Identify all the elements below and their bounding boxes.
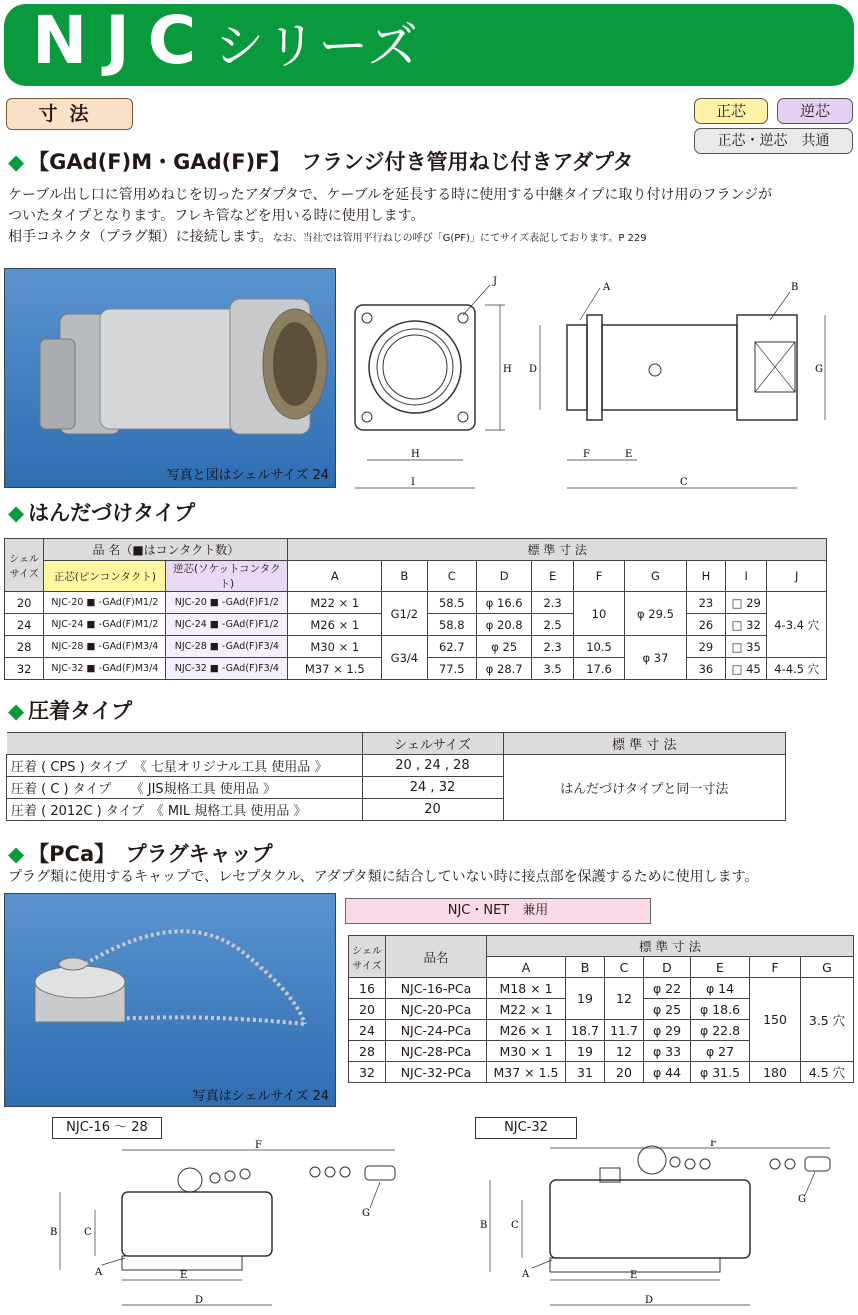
cell: 16 [349, 978, 386, 999]
dim-label-B: B [791, 282, 799, 293]
cell: φ 44 [644, 1062, 691, 1083]
cell: 29 [686, 636, 725, 658]
cell: 19 [566, 1041, 605, 1062]
th-col-E: E [532, 561, 573, 592]
dim-label-J: J [493, 276, 498, 287]
th-crimp-std: 標 準 寸 法 [503, 733, 786, 755]
cell: φ 29 [644, 1020, 691, 1041]
cell: 31 [566, 1062, 605, 1083]
cap-drawing-large [470, 1140, 855, 1312]
cell: φ 33 [644, 1041, 691, 1062]
cell: 20 [605, 1062, 644, 1083]
cell: 58.8 [427, 614, 476, 636]
cell: 3.5 穴 [801, 978, 854, 1062]
cell: 150 [750, 978, 801, 1062]
section1-text: ケーブル出し口に管用めねじを切ったアダプタで、ケーブルを延長する時に使用する中継タイプに取り付け用のフランジが ついたタイプとなります。フレキ管などを用いる時に使用します。 相手コネクタ（プラグ類）に接続します。なお、当社では管用平行ねじの呼び「G(PF)」にてサイズ表記しております。P 229 [8, 187, 773, 245]
cell: NJC-24-PCa [386, 1020, 487, 1041]
cell: □ 29 [726, 592, 767, 614]
cell: φ 27 [691, 1041, 750, 1062]
th-crimp-shell: シェルサイズ [362, 733, 503, 755]
drawing-label-right: NJC-32 [475, 1117, 577, 1139]
th-col-G: G [625, 561, 687, 592]
cap2-dim-E: E [630, 1270, 638, 1281]
cell: φ 14 [691, 978, 750, 999]
th-col-G: G [801, 957, 854, 978]
cell: φ 18.6 [691, 999, 750, 1020]
cell: NJC-24 ■ -GAd(F)M1/2 [44, 614, 166, 636]
th-col-E: E [691, 957, 750, 978]
cell: 4-4.5 穴 [767, 658, 827, 680]
cap-photo [4, 893, 336, 1107]
cap2-dim-F: F [710, 1140, 717, 1149]
adapter-illustration [5, 269, 335, 487]
cap-dim-D: D [195, 1295, 204, 1306]
cell: φ 37 [625, 636, 687, 680]
photo1-caption: 写真と図はシェルサイズ 24 [166, 468, 329, 483]
crimp-table [6, 732, 786, 821]
cell: □ 45 [726, 658, 767, 680]
cell: 2.5 [532, 614, 573, 636]
cell: NJC-20 ■ -GAd(F)M1/2 [44, 592, 166, 614]
table-row [5, 636, 827, 658]
cell: NJC-16-PCa [386, 978, 487, 999]
pca-desc: プラグ類に使用するキャップで、レセプタクル、アダプタ類に結合していない時に接点部を保護するために使用します。 [8, 869, 759, 885]
cell: 圧着 ( 2012C ) タイプ 《 MIL 規格工具 使用品 》 [7, 799, 363, 821]
dim-label-D: D [529, 364, 538, 375]
th-col-D: D [644, 957, 691, 978]
solder-table [4, 538, 827, 680]
cell: 36 [686, 658, 725, 680]
adapter-photo [4, 268, 336, 488]
th-gyaku: 逆芯(ソケットコンタクト) [166, 561, 288, 592]
th-col-F: F [573, 561, 624, 592]
cell: NJC-20 ■ -GAd(F)F1/2 [166, 592, 288, 614]
cell: NJC-28 ■ -GAd(F)M3/4 [44, 636, 166, 658]
cell: 12 [605, 978, 644, 1020]
th-name: 品 名（■はコンタクト数） [44, 539, 288, 561]
front-view-drawing [345, 270, 525, 495]
cell: φ 22.8 [691, 1020, 750, 1041]
cell: φ 28.7 [476, 658, 531, 680]
cell: 4-3.4 穴 [767, 592, 827, 658]
cap-illustration [5, 894, 335, 1106]
th-col-A: A [487, 957, 566, 978]
page-title: NJCシリーズ [32, 2, 420, 79]
cell: NJC-32-PCa [386, 1062, 487, 1083]
th-col-C: C [605, 957, 644, 978]
cap-drawing-small [40, 1140, 430, 1312]
th-pca-std: 標 準 寸 法 [487, 936, 854, 957]
cap-dim-A: A [95, 1267, 103, 1278]
cell: NJC-28-PCa [386, 1041, 487, 1062]
dim-label-E: E [625, 449, 633, 460]
cell: 28 [5, 636, 44, 658]
cell: M26 × 1 [487, 1020, 566, 1041]
cell: 11.7 [605, 1020, 644, 1041]
dim-label-H: H [411, 449, 420, 460]
cell: NJC-28 ■ -GAd(F)F3/4 [166, 636, 288, 658]
cell: G3/4 [382, 636, 427, 680]
cap2-dim-A: A [522, 1269, 530, 1280]
cell: 圧着 ( C ) タイプ 《 JIS規格工具 使用品 》 [7, 777, 363, 799]
cell: 24 [349, 1020, 386, 1041]
th-std: 標 準 寸 法 [288, 539, 827, 561]
cell: 180 [750, 1062, 801, 1083]
cell: NJC-20-PCa [386, 999, 487, 1020]
cell: 18.7 [566, 1020, 605, 1041]
dim-label-I: I [411, 477, 415, 488]
cell: 10.5 [573, 636, 624, 658]
cell: 24 [5, 614, 44, 636]
cell: 12 [605, 1041, 644, 1062]
th-pca-shell: シェルサイズ [349, 936, 386, 978]
cell: 62.7 [427, 636, 476, 658]
pca-table [348, 935, 854, 1083]
th-shell: シェルサイズ [5, 539, 44, 592]
th-col-F: F [750, 957, 801, 978]
cell: 4.5 穴 [801, 1062, 854, 1083]
cell: 26 [686, 614, 725, 636]
cell: NJC-32 ■ -GAd(F)F3/4 [166, 658, 288, 680]
cap-dim-G: G [362, 1208, 370, 1219]
cell: φ 25 [476, 636, 531, 658]
th-col-D: D [476, 561, 531, 592]
cell: M30 × 1 [288, 636, 382, 658]
dimensions-tag: 寸法 [6, 98, 133, 130]
cell: 20 [362, 799, 503, 821]
drawing-label-left: NJC-16 ～ 28 [52, 1117, 162, 1139]
th-col-I: I [726, 561, 767, 592]
dim-label-C: C [680, 477, 688, 488]
cell: φ 20.8 [476, 614, 531, 636]
crimp-heading: ◆ 圧着タイプ [8, 699, 133, 723]
cell: M30 × 1 [487, 1041, 566, 1062]
cap-dim-E: E [180, 1270, 188, 1281]
cap2-dim-D: D [645, 1295, 654, 1306]
dim-label-G: G [815, 364, 823, 375]
th-crimp-blank [7, 733, 363, 755]
cell: 23 [686, 592, 725, 614]
badge-common: 正芯・逆芯 共通 [694, 128, 853, 154]
cell: 20 , 24 , 28 [362, 755, 503, 777]
cell: 19 [566, 978, 605, 1020]
cap2-dim-G: G [798, 1194, 806, 1205]
badge-gyaku: 逆芯 [777, 98, 853, 124]
table-row [7, 755, 786, 777]
cell: 32 [5, 658, 44, 680]
cell: □ 35 [726, 636, 767, 658]
th-col-H: H [686, 561, 725, 592]
dim-label-H-vert: H [503, 364, 512, 375]
cap-dim-C: C [84, 1227, 92, 1238]
cell: φ 29.5 [625, 592, 687, 636]
compat-label: NJC・NET 兼用 [345, 898, 651, 924]
cell: M22 × 1 [487, 999, 566, 1020]
cap2-dim-B: B [480, 1220, 488, 1231]
cell: G1/2 [382, 592, 427, 636]
cell: M26 × 1 [288, 614, 382, 636]
cell: φ 31.5 [691, 1062, 750, 1083]
cell: 10 [573, 592, 624, 636]
solder-heading: ◆ はんだづけタイプ [8, 501, 196, 525]
cell: M22 × 1 [288, 592, 382, 614]
th-col-J: J [767, 561, 827, 592]
side-view-drawing [525, 270, 835, 495]
pca-heading: ◆ 【PCa】 プラグキャップ [8, 842, 273, 866]
cell: φ 16.6 [476, 592, 531, 614]
cell: 20 [5, 592, 44, 614]
section1-heading: ◆ 【GAd(F)M・GAd(F)F】 フランジ付き管用ねじ付きアダプタ [8, 150, 634, 174]
cell: NJC-32 ■ -GAd(F)M3/4 [44, 658, 166, 680]
th-pca-name: 品名 [386, 936, 487, 978]
cell: M37 × 1.5 [487, 1062, 566, 1083]
cell: NJC-24 ■ -GAd(F)F1/2 [166, 614, 288, 636]
cell: 28 [349, 1041, 386, 1062]
cell: □ 32 [726, 614, 767, 636]
cell: 2.3 [532, 636, 573, 658]
table-row [349, 978, 854, 999]
th-col-C: C [427, 561, 476, 592]
th-col-B: B [382, 561, 427, 592]
th-col-B: B [566, 957, 605, 978]
cap-dim-B: B [50, 1227, 58, 1238]
cell: φ 22 [644, 978, 691, 999]
cell: M37 × 1.5 [288, 658, 382, 680]
cell: 24 , 32 [362, 777, 503, 799]
cell: 17.6 [573, 658, 624, 680]
cap-dim-F: F [255, 1140, 262, 1151]
cap2-dim-C: C [511, 1220, 519, 1231]
cell: 2.3 [532, 592, 573, 614]
dim-label-A: A [603, 282, 611, 293]
th-col-A: A [288, 561, 382, 592]
th-sei: 正芯(ピンコンタクト) [44, 561, 166, 592]
cell: 20 [349, 999, 386, 1020]
cell: はんだづけタイプと同一寸法 [503, 755, 786, 821]
cell: 圧着 ( CPS ) タイプ 《 七星オリジナル工具 使用品 》 [7, 755, 363, 777]
table-row [349, 1062, 854, 1083]
cell: 3.5 [532, 658, 573, 680]
table-row [5, 592, 827, 614]
cell: 58.5 [427, 592, 476, 614]
badge-sei: 正芯 [694, 98, 768, 124]
cell: φ 25 [644, 999, 691, 1020]
cell: 77.5 [427, 658, 476, 680]
cell: M18 × 1 [487, 978, 566, 999]
photo2-caption: 写真はシェルサイズ 24 [192, 1089, 329, 1104]
dim-label-F: F [583, 449, 590, 460]
cell: 32 [349, 1062, 386, 1083]
